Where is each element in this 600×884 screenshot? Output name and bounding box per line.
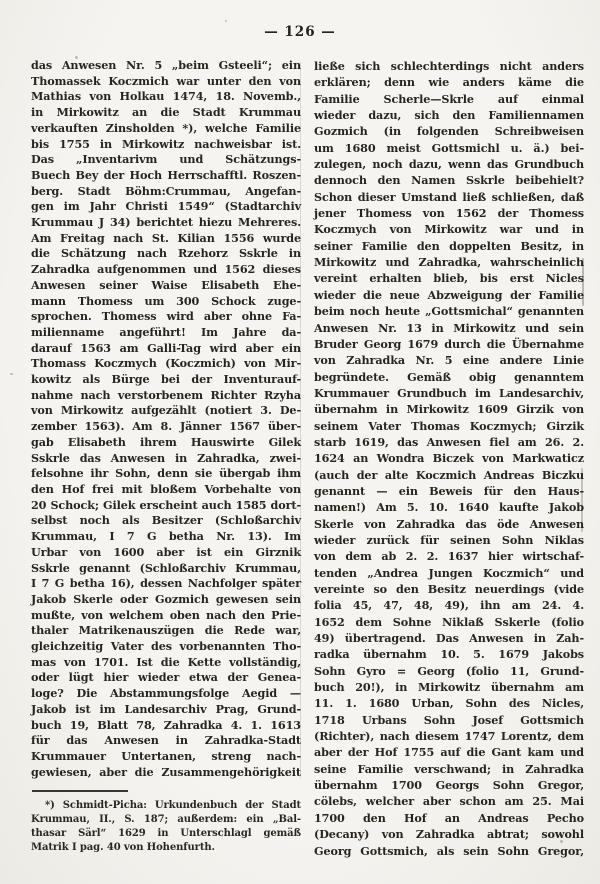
text-line: begründete. Gemäß obig genanntem: [314, 369, 584, 384]
text-line: 1718 Urbans Sohn Josef Gottsmich: [314, 712, 584, 727]
text-line: Bruder Georg 1679 durch die Übernahme: [314, 336, 584, 351]
text-line: Schon dieser Umstand ließ schließen, daß: [314, 189, 584, 204]
text-line: wieder die neue Abzweigung der Familie: [314, 287, 584, 302]
text-line: thasar Särl“ 1629 in Unterschlagl gemäß: [31, 827, 301, 839]
left-column-text: [31, 58, 301, 780]
text-line: Thomass Koczmych (Koczmich) von Mir-: [31, 356, 301, 371]
text-line: gen im Jahr Christi 1549“ (Stadtarchiv: [31, 199, 301, 214]
text-line: 1652 dem Sohne Niklaß Sskerle (folio: [314, 614, 584, 629]
text-line: kowitz als Bürge bei der Inventurauf-: [31, 372, 301, 387]
text-line: Krummauer Grundbuch im Landesarchiv,: [314, 385, 584, 400]
text-line: Thomassek Koczmich war unter den von: [31, 73, 301, 88]
text-line: loge? Die Abstammungsfolge Aegid —: [31, 686, 301, 701]
text-line: Buech Bey der Hoch Herrschafftl. Roszen-: [31, 167, 301, 182]
text-line: von Mirkowitz aufgezählt (notiert 3. De-: [31, 403, 301, 418]
text-line: genannt — ein Beweis für den Haus-: [314, 483, 584, 498]
text-line: jener Thomess von 1562 der Thomess: [314, 206, 584, 221]
text-line: Anwesen Nr. 13 in Mirkowitz und sein: [314, 320, 584, 335]
text-line: (Richter), nach diesem 1747 Lorentz, dem: [314, 729, 584, 744]
text-line: (Decany) von Zahradka abtrat; sowohl: [314, 827, 584, 842]
text-line: milienname angeführt! Im Jahre da-: [31, 324, 301, 339]
text-line: cölebs, welcher aber schon am 25. Mai: [314, 794, 584, 809]
text-line: ließe sich schlechterdings nicht anders: [314, 59, 584, 73]
text-line: 20 Schock; Gilek erscheint auch 1585 dort-: [31, 497, 301, 512]
text-line: vereint erhalten blieb, bis erst Nicles: [314, 271, 584, 286]
text-line: buch 20!), in Mirkowitz übernahm am: [314, 680, 584, 695]
text-line: Krummau J 34) berichtet hiezu Mehreres.: [31, 215, 301, 230]
text-line: zember 1563). Am 8. Jänner 1567 über-: [31, 419, 301, 434]
text-line: Georg Gottsmich, als sein Sohn Gregor,: [314, 843, 584, 858]
text-line: gewiesen, aber die Zusammengehörigkeit: [31, 764, 301, 779]
text-line: thaler Matrikenauszügen die Rede war,: [31, 623, 301, 638]
text-line: Skerle von Zahradka das öde Anwesen: [314, 516, 584, 531]
text-line: *) Schmidt-Picha: Urkundenbuch der Stadt: [45, 800, 301, 812]
text-line: Zahradka aufgenommen und 1562 dieses: [31, 262, 301, 277]
text-line: die Schätzung nach Rzehorz Sskrle in: [31, 246, 301, 261]
text-line: Sohn Gyro = Georg (folio 11, Grund-: [314, 663, 584, 678]
text-line: Am Freitag nach St. Kilian 1556 wurde: [31, 230, 301, 245]
text-line: Krummau, I 7 G betha Nr. 13). Im: [31, 529, 301, 544]
text-line: felsohne ihr Sohn, denn sie übergab ihm: [31, 466, 301, 481]
text-line: folia 45, 47, 48, 49), ihn am 24. 4.: [314, 598, 584, 613]
text-line: 1700 den Hof an Andreas Pecho: [314, 810, 584, 825]
text-line: Jakob Skerle oder Gozmich gewesen sein: [31, 591, 301, 606]
text-line: 1624 an Wondra Biczek von Markwaticz: [314, 451, 584, 466]
text-line: Matrik I pag. 40 von Hohenfurth.: [31, 841, 215, 853]
text-line: Koczmych von Mirkowitz war und in: [314, 222, 584, 237]
text-line: Urbar von 1600 aber ist ein Girznik: [31, 544, 301, 559]
scan-speck: [225, 20, 227, 22]
text-line: Jakob ist im Landesarchiv Prag, Grund-: [31, 701, 301, 716]
page-number: — 126 —: [264, 24, 336, 40]
footnote: [31, 799, 301, 854]
text-line: wieder dazu, sich den Familiennamen: [314, 108, 584, 123]
text-line: den Hof frei mit bloßem Vorbehalte von: [31, 481, 301, 496]
text-line: übernahm 1700 Georgs Sohn Gregor,: [314, 778, 584, 793]
text-line: berg. Stadt Böhm:Crummau, Angefan-: [31, 183, 301, 198]
text-line: Familie Scherle—Skrle auf einmal: [314, 91, 584, 106]
text-line: wieder zurück für seinen Sohn Niklas: [314, 532, 584, 547]
text-line: seinem Vater Thomas Koczmych; Girzik: [314, 418, 584, 433]
text-line: Sskrle genannt (Schloßarchiv Krummau,: [31, 560, 301, 575]
text-line: Gozmich (in folgenden Schreibweisen: [314, 124, 584, 139]
text-line: 49) übertragend. Das Anwesen in Zah-: [314, 631, 584, 646]
text-line: erklären; denn wie anders käme die: [314, 75, 584, 90]
text-line: beim noch heute „Gottsmichal“ genannten: [314, 304, 584, 319]
left-column: [31, 58, 301, 859]
text-line: Krummau, II., S. 187; außerdem: ein „Bal-: [31, 814, 301, 826]
text-line: selbst noch als Besitzer (Schloßarchiv: [31, 513, 301, 528]
text-line: starb 1619, das Anwesen fiel am 26. 2.: [314, 434, 584, 449]
text-block: [31, 58, 584, 859]
text-line: dennoch den Namen Sskrle beibehielt?: [314, 173, 584, 188]
text-line: für das Anwesen in Zahradka-Stadt: [31, 733, 301, 748]
text-line: mußte, von welchem oben nach den Prie-: [31, 607, 301, 622]
text-line: bis 1755 in Mirkowitz nachweisbar ist.: [31, 136, 301, 151]
text-line: aber der Hof 1755 auf die Gant kam und: [314, 745, 584, 760]
footnote-rule: [32, 790, 128, 792]
text-line: mann Thomess um 300 Schock zuge-: [31, 293, 301, 308]
right-column-text: [314, 58, 584, 859]
text-line: Das „Inventarivm und Schätzungs-: [31, 152, 301, 167]
text-line: sprochen. Thomess wird aber ohne Fa-: [31, 309, 301, 324]
text-line: vereinte so den Besitz neuerdings (vide: [314, 582, 584, 596]
scan-speck: [10, 373, 13, 375]
text-line: von dem ab 2. 2. 1637 hier wirtschaf-: [314, 549, 584, 564]
text-line: Krummauer Untertanen, streng nach-: [31, 748, 301, 763]
text-line: gab Elisabeth ihrem Hauswirte Gilek: [31, 434, 301, 449]
text-line: radka übernahm 10. 5. 1679 Jakobs: [314, 647, 584, 662]
text-line: von Zahradka Nr. 5 eine andere Linie: [314, 353, 584, 368]
text-line: darauf 1563 am Galli-Tag wird aber ein: [31, 340, 301, 355]
text-line: Anwesen seiner Waise Elisabeth Ehe-: [31, 277, 301, 292]
text-line: in Mirkowitz an die Stadt Krummau: [31, 105, 301, 120]
text-line: namen!) Am 5. 10. 1640 kaufte Jakob: [314, 500, 584, 515]
text-line: 11. 1. 1680 Urban, Sohn des Nicles,: [314, 696, 584, 711]
text-line: Mathias von Holkau 1474, 18. Novemb.,: [31, 89, 301, 104]
text-line: I 7 G betha 16), dessen Nachfolger später: [31, 576, 301, 591]
text-line: tenden „Andrea Jungen Koczmich“ und: [314, 565, 584, 580]
text-line: das Anwesen Nr. 5 „beim Gsteeli“; ein: [31, 58, 301, 72]
text-line: gleichzeitig Vater des vorbenannten Tho-: [31, 639, 301, 654]
text-line: mas von 1701. Ist die Kette vollständig,: [31, 654, 301, 669]
text-line: zulegen, noch dazu, wenn das Grundbuch: [314, 157, 584, 172]
text-line: buch 19, Blatt 78, Zahradka 4. 1. 1613: [31, 717, 301, 732]
right-column: [314, 58, 584, 859]
text-line: (auch der alte Koczmich Andreas Biczku: [314, 467, 584, 482]
text-line: verkauften Zinsholden *), welche Familie: [31, 120, 301, 135]
text-line: Mirkowitz und Zahradka, wahrscheinlich: [314, 255, 584, 270]
text-line: seiner Familie den doppelten Besitz, in: [314, 238, 584, 253]
text-line: übernahm in Mirkowitz 1609 Girzik von: [314, 402, 584, 417]
text-line: oder lügt hier wieder etwa der Genea-: [31, 670, 301, 685]
text-line: um 1680 meist Gottsmichl u. ä.) bei-: [314, 140, 584, 155]
text-line: Sskrle das Anwesen in Zahradka, zwei-: [31, 450, 301, 465]
text-line: nahme nach verstorbenem Richter Rzyha: [31, 387, 301, 402]
text-line: seine Familie verschwand; in Zahradka: [314, 761, 584, 776]
